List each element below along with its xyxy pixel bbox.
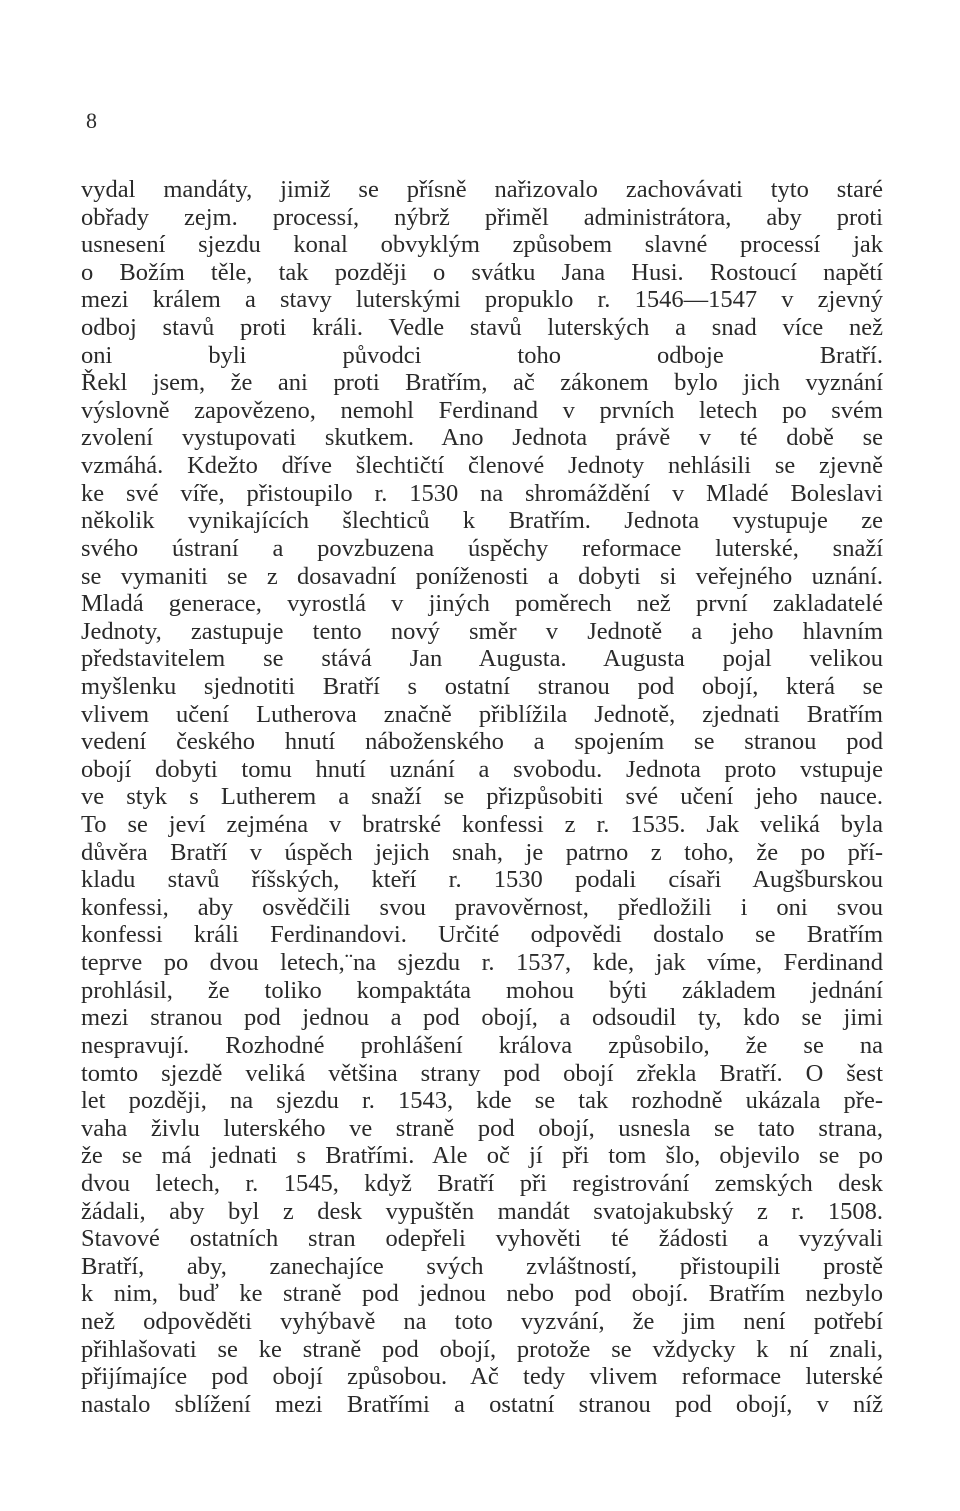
text-line: obřady zejm. processí, nýbrž přiměl administrátora, aby proti <box>81 203 883 231</box>
text-line: žádali, aby byl z desk vypuštěn mandát svatojakubský z r. 1508. <box>81 1197 883 1225</box>
text-line: oni byli původci toho odboje Bratří. <box>81 341 883 369</box>
text-line: že se má jednati s Bratřími. Ale oč jí při tom šlo, objevilo se po <box>81 1142 883 1170</box>
text-line: tomto sjezdě veliká většina strany pod obojí zřekla Bratří. O šest <box>81 1059 883 1087</box>
text-line: několik vynikajících šlechticů k Bratřím. Jednota vystupuje ze <box>81 507 883 535</box>
text-line: výslovně zapovězeno, nemohl Ferdinand v prvních letech po svém <box>81 396 883 424</box>
text-line: vlivem učení Lutherova značně přiblížila Jednotě, zjednati Bratřím <box>81 700 883 728</box>
text-line: odboj stavů proti králi. Vedle stavů luterských a snad více než <box>81 314 883 342</box>
page-number: 8 <box>86 108 97 133</box>
text-line: mezi stranou pod jednou a pod obojí, a odsoudil ty, kdo se jimi <box>81 1004 883 1032</box>
text-line: konfessi králi Ferdinandovi. Určité odpovědi dostalo se Bratřím <box>81 921 883 949</box>
text-line: než odpověděti vyhýbavě na toto vyzvání, že jim není potřebí <box>81 1307 883 1335</box>
text-line: usnesení sjezdu konal obvyklým způsobem slavné processí jak <box>81 231 883 259</box>
text-line: ve styk s Lutherem a snaží se přizpůsobiti své učení jeho nauce. <box>81 783 883 811</box>
text-line: přijímajíce pod obojí způsobou. Ač tedy vlivem reformace luterské <box>81 1363 883 1391</box>
text-line: nastalo sblížení mezi Bratřími a ostatní stranou pod obojí, v níž <box>81 1390 883 1418</box>
text-line: představitelem se stává Jan Augusta. Augusta pojal velikou <box>81 645 883 673</box>
text-line: kladu stavů říšských, kteří r. 1530 podali císaři Augšburskou <box>81 866 883 894</box>
text-line: mezi králem a stavy luterskými propuklo r. 1546—1547 v zjevný <box>81 286 883 314</box>
text-line: se vymaniti se z dosavadní poníženosti a dobyti si veřejného uznání. <box>81 562 883 590</box>
body-text <box>81 176 883 1418</box>
text-line: Stavové ostatních stran odepřeli vyhověti té žádosti a vyzývali <box>81 1225 883 1253</box>
text-line: obojí dobyti tomu hnutí uznání a svobodu. Jednota proto vstupuje <box>81 755 883 783</box>
text-line: vzmáhá. Kdežto dříve šlechtičtí členové Jednoty nehlásili se zjevně <box>81 452 883 480</box>
text-line: vydal mandáty, jimiž se přísně nařizovalo zachovávati tyto staré <box>81 176 883 203</box>
text-line: svého ústraní a povzbuzena úspěchy reformace luterské, snaží <box>81 534 883 562</box>
text-line: Mladá generace, vyrostlá v jiných poměrech než první zakladatelé <box>81 590 883 618</box>
text-line: vedení českého hnutí náboženského a spojením se stranou pod <box>81 728 883 756</box>
text-line: prohlásil, že toliko kompaktáta mohou býti základem jednání <box>81 976 883 1004</box>
text-line: let později, na sjezdu r. 1543, kde se tak rozhodně ukázala pře- <box>81 1087 883 1115</box>
text-line: Řekl jsem, že ani proti Bratřím, ač zákonem bylo jich vyznání <box>81 369 883 397</box>
text-line: ke své víře, přistoupilo r. 1530 na shromáždění v Mladé Boleslavi <box>81 479 883 507</box>
text-line: Bratří, aby, zanechajíce svých zvláštností, přistoupili prostě <box>81 1252 883 1280</box>
text-line: vaha živlu luterského ve straně pod obojí, usnesla se tato strana, <box>81 1114 883 1142</box>
text-line: o Božím těle, tak později o svátku Jana Husi. Rostoucí napětí <box>81 258 883 286</box>
text-line: nespravují. Rozhodné prohlášení králova způsobilo, že se na <box>81 1031 883 1059</box>
text-line: Jednoty, zastupuje tento nový směr v Jednotě a jeho hlavním <box>81 617 883 645</box>
text-line: zvolení vystupovati skutkem. Ano Jednota právě v té době se <box>81 424 883 452</box>
text-line: důvěra Bratří v úspěch jejich snah, je patrno z toho, že po pří- <box>81 838 883 866</box>
text-line: dvou letech, r. 1545, když Bratří při registrování zemských desk <box>81 1169 883 1197</box>
text-line: teprve po dvou letech,¨na sjezdu r. 1537, kde, jak víme, Ferdinand <box>81 949 883 977</box>
text-line: přihlašovati se ke straně pod obojí, protože se vždycky k ní znali, <box>81 1335 883 1363</box>
text-line: konfessi, aby osvědčili svou pravověrnost, předložili i oni svou <box>81 893 883 921</box>
text-line: To se jeví zejména v bratrské konfessi z r. 1535. Jak veliká byla <box>81 811 883 839</box>
text-line: k nim, buď ke straně pod jednou nebo pod obojí. Bratřím nezbylo <box>81 1280 883 1308</box>
text-line: myšlenku sjednotiti Bratří s ostatní stranou pod obojí, která se <box>81 672 883 700</box>
